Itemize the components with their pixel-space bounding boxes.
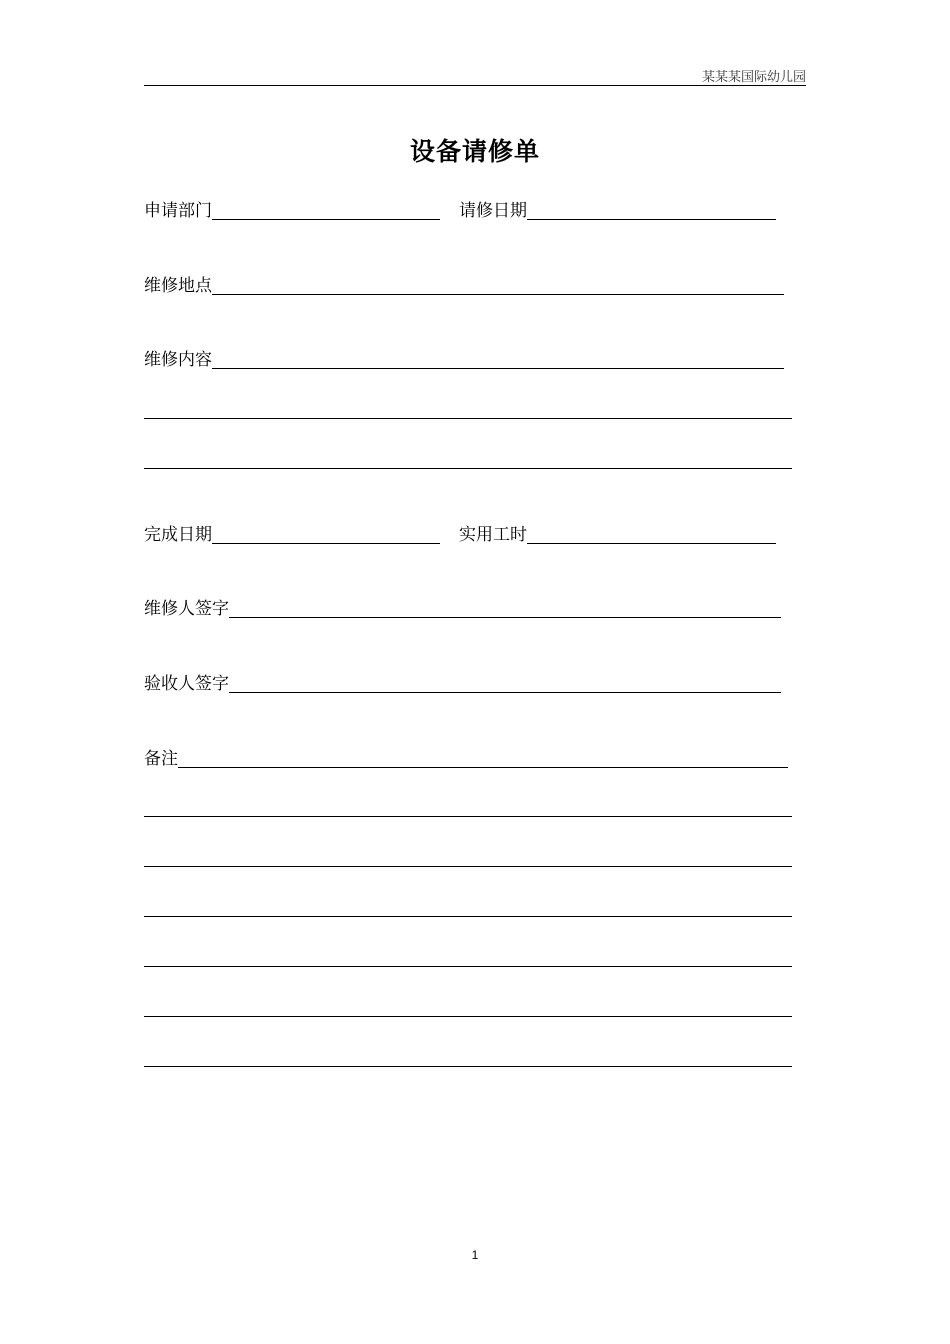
- remarks-blank-line[interactable]: [144, 916, 792, 917]
- content-blank[interactable]: [212, 368, 784, 369]
- inspector-signature-blank[interactable]: [229, 692, 781, 693]
- location-label: 维修地点: [144, 276, 212, 296]
- repairer-signature-field: [144, 596, 781, 622]
- location-blank[interactable]: [212, 294, 784, 295]
- content-label: 维修内容: [144, 350, 212, 370]
- header-organization: 某某某国际幼儿园: [701, 70, 806, 85]
- remarks-blank-line[interactable]: [144, 1066, 792, 1067]
- content-blank-line[interactable]: [144, 468, 792, 469]
- department-label: 申请部门: [144, 201, 212, 221]
- location-field: [144, 273, 784, 299]
- page-number: 1: [471, 1248, 479, 1262]
- repairer-signature-label: 维修人签字: [144, 599, 229, 619]
- actual-hours-field: [459, 522, 776, 548]
- request-date-field: [459, 198, 776, 224]
- remarks-label: 备注: [144, 749, 178, 769]
- completion-date-field: [144, 522, 440, 548]
- department-field: [144, 198, 440, 224]
- request-date-label: 请修日期: [459, 201, 527, 221]
- header-rule: [144, 85, 806, 86]
- department-blank[interactable]: [212, 219, 440, 220]
- repairer-signature-blank[interactable]: [229, 617, 781, 618]
- remarks-field: [144, 746, 788, 772]
- completion-date-label: 完成日期: [144, 525, 212, 545]
- actual-hours-blank[interactable]: [527, 543, 776, 544]
- remarks-blank-line[interactable]: [144, 1016, 792, 1017]
- remarks-blank-line[interactable]: [144, 816, 792, 817]
- actual-hours-label: 实用工时: [459, 525, 527, 545]
- inspector-signature-field: [144, 671, 781, 697]
- content-blank-line[interactable]: [144, 418, 792, 419]
- document-title: 设备请修单: [409, 137, 540, 166]
- remarks-blank[interactable]: [178, 767, 788, 768]
- content-field: [144, 347, 784, 373]
- request-date-blank[interactable]: [527, 219, 776, 220]
- remarks-blank-line[interactable]: [144, 866, 792, 867]
- completion-date-blank[interactable]: [212, 543, 440, 544]
- inspector-signature-label: 验收人签字: [144, 674, 229, 694]
- remarks-blank-line[interactable]: [144, 966, 792, 967]
